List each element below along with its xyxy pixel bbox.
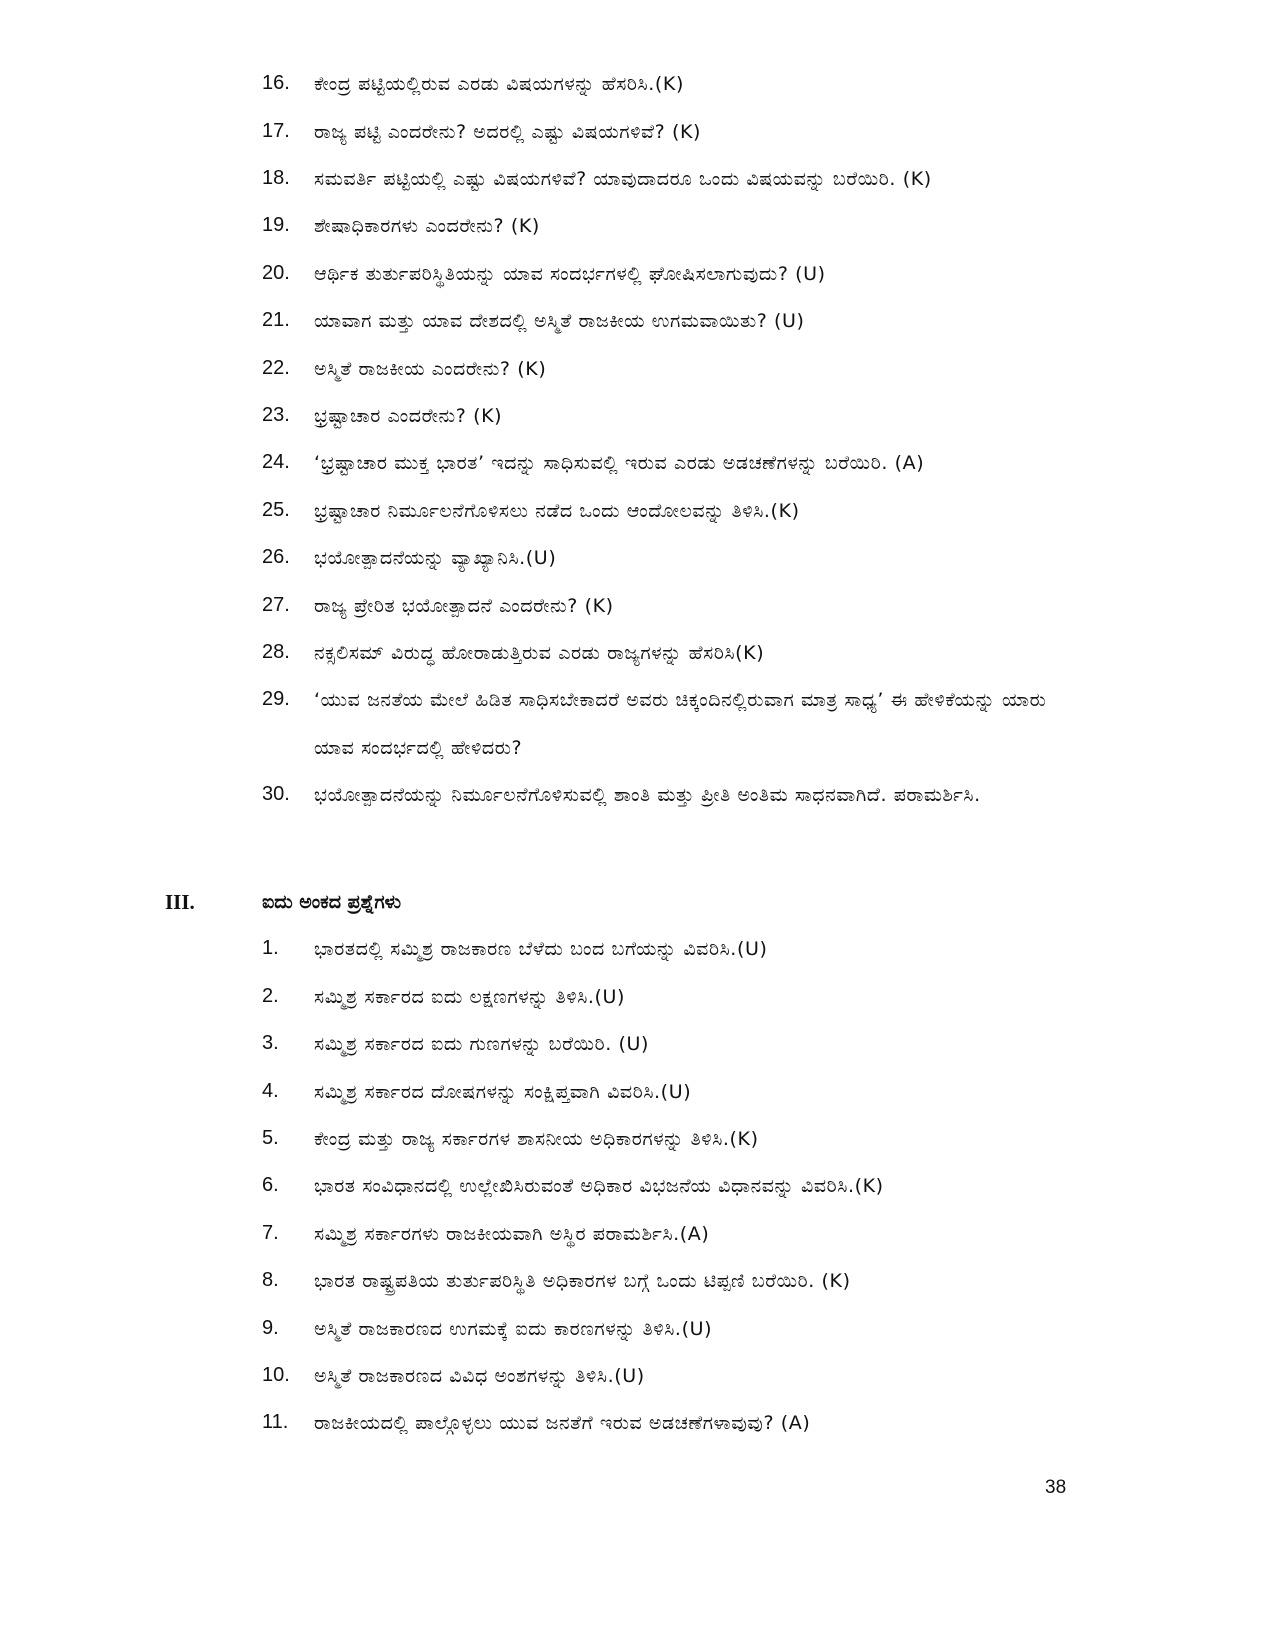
question-number: 1. [262,937,279,959]
question-text: ಭಾರತ ರಾಷ್ಟ್ರಪತಿಯ ತುರ್ತುಪರಿಸ್ಥಿತಿ ಅಧಿಕಾರಗಳ ಬಗ್ಗೆ ಒಂದು ಟಿಪ್ಪಣಿ ಬರೆಯಿರಿ. (K) [314,1270,851,1292]
question-text: ಆರ್ಥಿಕ ತುರ್ತುಪರಿಸ್ಥಿತಿಯನ್ನು ಯಾವ ಸಂದರ್ಭಗಳಲ್ಲಿ ಘೋಷಿಸಲಾಗುವುದು? (U) [314,263,826,285]
question-text: ರಾಜ್ಯ ಪ್ರೇರಿತ ಭಯೋತ್ಪಾದನೆ ಎಂದರೇನು? (K) [314,595,614,617]
question-number: 11. [262,1411,289,1433]
question-number: 19. [262,214,290,236]
section-title: ಐದು ಅಂಕದ ಪ್ರಶ್ನೆಗಳು [262,891,401,913]
question-number: 29. [262,688,290,710]
question-number: 8. [262,1269,279,1291]
question-number: 10. [262,1364,290,1386]
question-text: ಭ್ರಷ್ಟಾಚಾರ ನಿರ್ಮೂಲನೆಗೊಳಿಸಲು ನಡೆದ ಒಂದು ಆಂದೋಲವನ್ನು ತಿಳಿಸಿ.(K) [314,500,800,522]
question-text: ನಕ್ಸಲಿಸಮ್ ವಿರುದ್ಧ ಹೋರಾಡುತ್ತಿರುವ ಎರಡು ರಾಜ್ಯಗಳನ್ನು ಹೆಸರಿಸಿ(K) [314,642,765,664]
question-number: 3. [262,1032,279,1054]
question-number: 16. [262,72,290,94]
question-text: ಸಮ್ಮಿಶ್ರ ಸರ್ಕಾರದ ಐದು ಗುಣಗಳನ್ನು ಬರೆಯಿರಿ. (U) [314,1033,650,1055]
question-number: 30. [262,783,290,805]
question-text: ಸಮ್ಮಿಶ್ರ ಸರ್ಕಾರದ ದೋಷಗಳನ್ನು ಸಂಕ್ಷಿಪ್ತವಾಗಿ ವಿವರಿಸಿ.(U) [314,1081,692,1103]
question-number: 27. [262,594,290,616]
question-number: 7. [262,1222,279,1244]
page-number: 38 [1045,1477,1067,1498]
question-number: 9. [262,1317,279,1339]
question-number: 2. [262,985,279,1007]
question-number: 26. [262,546,290,568]
question-text: ಭಾರತ ಸಂವಿಧಾನದಲ್ಲಿ ಉಲ್ಲೇಖಿಸಿರುವಂತೆ ಅಧಿಕಾರ ವಿಭಜನೆಯ ವಿಧಾನವನ್ನು ವಿವರಿಸಿ.(K) [314,1175,884,1197]
question-text: ಶೇಷಾಧಿಕಾರಗಳು ಎಂದರೇನು? (K) [314,215,540,237]
section-number: III. [165,890,195,914]
question-text: ಅಸ್ಮಿತೆ ರಾಜಕೀಯ ಎಂದರೇನು? (K) [314,358,547,380]
question-number: 24. [262,451,290,473]
question-number: 21. [262,309,290,331]
question-text: ಭ್ರಷ್ಟಾಚಾರ ಎಂದರೇನು? (K) [314,405,503,427]
question-text: ಕೇಂದ್ರ ಮತ್ತು ರಾಜ್ಯ ಸರ್ಕಾರಗಳ ಶಾಸನೀಯ ಅಧಿಕಾರಗಳನ್ನು ತಿಳಿಸಿ.(K) [314,1128,759,1150]
question-text: ಅಸ್ಮಿತೆ ರಾಜಕಾರಣದ ವಿವಿಧ ಅಂಶಗಳನ್ನು ತಿಳಿಸಿ.(U) [314,1365,645,1387]
question-text: ಸಮ್ಮಿಶ್ರ ಸರ್ಕಾರದ ಐದು ಲಕ್ಷಣಗಳನ್ನು ತಿಳಿಸಿ.(U) [314,986,626,1008]
question-text: ಸಮ್ಮಿಶ್ರ ಸರ್ಕಾರಗಳು ರಾಜಕೀಯವಾಗಿ ಅಸ್ಥಿರ ಪರಾಮರ್ಶಿಸಿ.(A) [314,1223,710,1245]
question-number: 6. [262,1174,279,1196]
question-text: ಅಸ್ಮಿತೆ ರಾಜಕಾರಣದ ಉಗಮಕ್ಕೆ ಐದು ಕಾರಣಗಳನ್ನು ತಿಳಿಸಿ.(U) [314,1318,713,1340]
question-text: ಭಯೋತ್ಪಾದನೆಯನ್ನು ನಿರ್ಮೂಲನೆಗೊಳಿಸುವಲ್ಲಿ ಶಾಂತಿ ಮತ್ತು ಪ್ರೀತಿ ಅಂತಿಮ ಸಾಧನವಾಗಿದೆ. ಪರಾಮರ್ಶಿಸಿ. [314,784,981,806]
question-text: ಭಾರತದಲ್ಲಿ ಸಮ್ಮಿಶ್ರ ರಾಜಕಾರಣ ಬೆಳೆದು ಬಂದ ಬಗೆಯನ್ನು ವಿವರಿಸಿ.(U) [314,938,768,960]
question-number: 20. [262,262,290,284]
question-number: 5. [262,1127,279,1149]
question-number: 22. [262,357,290,379]
question-number: 17. [262,120,290,142]
question-text: ಭಯೋತ್ಪಾದನೆಯನ್ನು ವ್ಯಾಖ್ಯಾನಿಸಿ.(U) [314,547,557,569]
question-text: ಕೇಂದ್ರ ಪಟ್ಟಿಯಲ್ಲಿರುವ ಎರಡು ವಿಷಯಗಳನ್ನು ಹೆಸರಿಸಿ.(K) [314,73,684,95]
question-text: ಯಾವಾಗ ಮತ್ತು ಯಾವ ದೇಶದಲ್ಲಿ ಅಸ್ಮಿತೆ ರಾಜಕೀಯ ಉಗಮವಾಯಿತು? (U) [314,310,805,332]
question-text: ‘ಯುವ ಜನತೆಯ ಮೇಲೆ ಹಿಡಿತ ಸಾಧಿಸಬೇಕಾದರೆ ಅವರು ಚಿಕ್ಕಂದಿನಲ್ಲಿರುವಾಗ ಮಾತ್ರ ಸಾಧ್ಯ’ ಈ ಹೇಳಿಕೆಯನ್ನು ಯಾರು ಯಾವ ಸಂದರ್ಭದಲ್ಲಿ ಹೇಳಿದರು? [314,689,1047,759]
question-text: ರಾಜ್ಯ ಪಟ್ಟಿ ಎಂದರೇನು? ಅದರಲ್ಲಿ ಎಷ್ಟು ವಿಷಯಗಳಿವೆ? (K) [314,121,702,143]
question-number: 23. [262,404,290,426]
question-text: ‘ಭ್ರಷ್ಟಾಚಾರ ಮುಕ್ತ ಭಾರತ’ ಇದನ್ನು ಸಾಧಿಸುವಲ್ಲಿ ಇರುವ ಎರಡು ಅಡಚಣೆಗಳನ್ನು ಬರೆಯಿರಿ. (A) [314,452,925,474]
question-number: 4. [262,1080,279,1102]
question-number: 18. [262,167,290,189]
question-number: 28. [262,641,290,663]
question-number: 25. [262,499,290,521]
question-text: ರಾಜಕೀಯದಲ್ಲಿ ಪಾಲ್ಗೊಳ್ಳಲು ಯುವ ಜನತೆಗೆ ಇರುವ ಅಡಚಣೆಗಳಾವುವು? (A) [314,1412,811,1434]
question-text: ಸಮವರ್ತಿ ಪಟ್ಟಿಯಲ್ಲಿ ಎಷ್ಟು ವಿಷಯಗಳಿವೆ? ಯಾವುದಾದರೂ ಒಂದು ವಿಷಯವನ್ನು ಬರೆಯಿರಿ. (K) [314,168,932,190]
